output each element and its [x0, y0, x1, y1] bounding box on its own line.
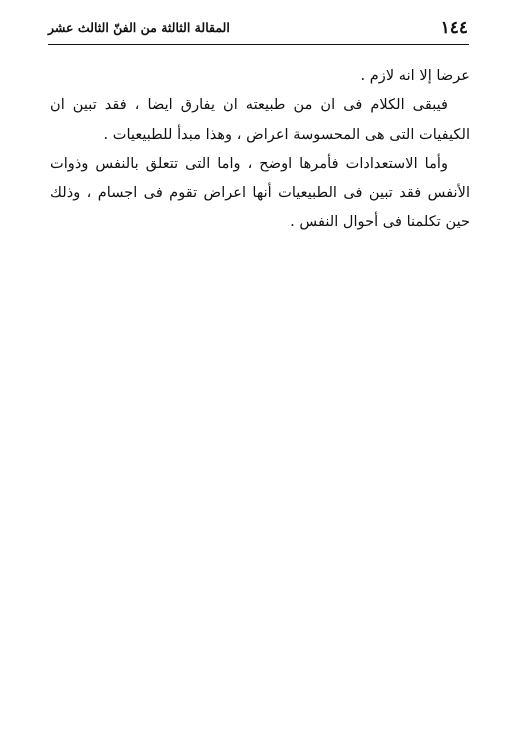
paragraph: وأما الاستعدادات فأمرها اوضح ، واما التى تتعلق بالنفس وذوات الأنفس فقد تبين فى الطبيعيات أنها اعراض تقوم فى اجسام ، وذلك حين تكلمنا فى أحوال النفس .	[50, 154, 470, 231]
page-number: ١٤٤	[440, 18, 468, 38]
paragraph: فيبقى الكلام فى ان من طبيعته ان يفارق ايضا ، فقد تبين ان الكيفيات التى هى المحسوسة اعراض ، وهذا مبدأ للطبيعيات .	[50, 96, 470, 143]
paragraph: عرضا إلا انه لازم .	[360, 67, 470, 84]
page-header	[48, 16, 468, 44]
running-title: المقالة الثالثة من الفنّ الثالث عشر	[48, 20, 230, 35]
header-divider	[48, 44, 469, 45]
body-text	[50, 61, 470, 237]
